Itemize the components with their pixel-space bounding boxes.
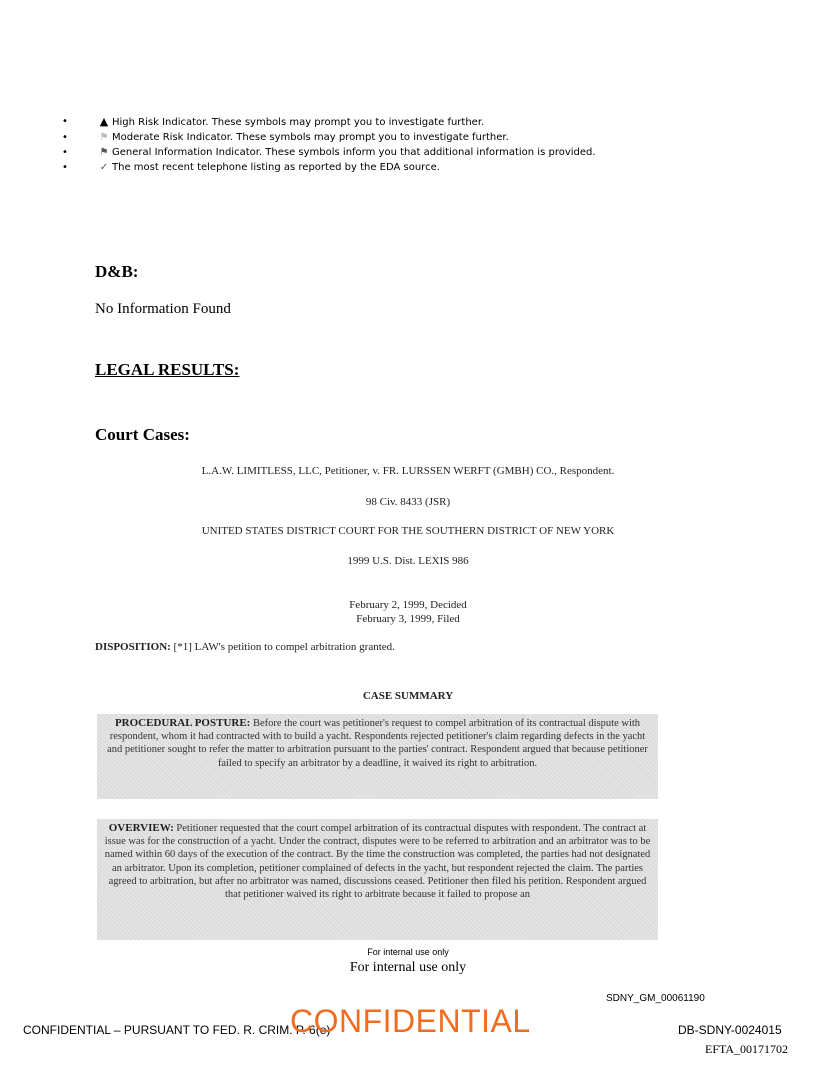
bullet: •: [62, 147, 68, 158]
light-flag-icon: ⚑: [99, 132, 109, 143]
case-dates: [100, 598, 716, 626]
overview-box: [97, 819, 658, 940]
db-heading: D&B:: [95, 262, 139, 281]
case-number: 98 Civ. 8433 (JSR): [365, 496, 451, 508]
legal-results-heading: LEGAL RESULTS:: [95, 360, 240, 379]
disposition-label: DISPOSITION:: [95, 641, 171, 653]
bates-number: SDNY_GM_00061190: [606, 993, 705, 1004]
legend-text: The most recent telephone listing as reported by the EDA source.: [112, 162, 440, 173]
flag-icon: ⚑: [99, 147, 109, 158]
confidential-notice: CONFIDENTIAL – PURSUANT TO FED. R. CRIM. P. 6(e): [23, 1023, 331, 1037]
procedural-posture-label: PROCEDURAL POSTURE:: [114, 717, 251, 729]
legend-text: High Risk Indicator. These symbols may prompt you to investigate further.: [112, 117, 485, 128]
legend-item-general-info: [62, 145, 782, 160]
legend-text: Moderate Risk Indicator. These symbols may prompt you to investigate further.: [112, 132, 509, 143]
decided-date: February 2, 1999, Decided: [349, 599, 467, 611]
disposition-text: [*1] LAW's petition to compel arbitration granted.: [173, 641, 395, 653]
internal-use-large: For internal use only: [349, 960, 467, 975]
db-result-text: No Information Found: [95, 301, 231, 317]
overview-label: OVERVIEW:: [108, 822, 174, 834]
court-cases-heading: Court Cases:: [95, 425, 190, 444]
confidential-stamp: CONFIDENTIAL: [290, 1003, 531, 1039]
risk-indicator-legend: [62, 114, 782, 175]
legend-text: General Information Indicator. These symbols inform you that additional information is provided.: [112, 147, 596, 158]
legend-item-telephone: [62, 160, 782, 175]
legend-item-moderate-risk: [62, 130, 782, 145]
procedural-posture-box: [97, 714, 658, 799]
bullet: •: [62, 132, 68, 143]
case-title: L.A.W. LIMITLESS, LLC, Petitioner, v. FR. LURSSEN WERFT (GMBH) CO., Respondent.: [201, 465, 615, 477]
case-citation: 1999 U.S. Dist. LEXIS 986: [347, 555, 469, 567]
disposition: [95, 641, 395, 653]
warning-triangle-icon: ▲: [99, 115, 109, 128]
filed-date: February 3, 1999, Filed: [356, 613, 460, 625]
overview-text: Petitioner requested that the court compel arbitration of its contractual disputes with respondent. The contract at issue was for the construction of a yacht. Under the contract, disputes were to be referred to arbitration and an arbitrator was to be named within 60 days of the execution of the contract. By the time the construction was completed, the parties had not designated an arbitrator. Upon its completion, petitioner complained of defects in the yacht, but respondent rejected the claim. The parties agreed to arbitration, but after no arbitrator was named, discussions ceased. Petitioner then filed his petition. Respondent argued that petitioner waived its right to arbitrate because it failed to propose an: [104, 823, 651, 901]
bullet: •: [62, 162, 68, 173]
bullet: •: [62, 116, 68, 127]
internal-use-small: For internal use only: [367, 947, 449, 957]
procedural-posture-text: Before the court was petitioner's request to compel arbitration of its contractual dispute with respondent, whom it had contracted with to build a yacht. Respondents rejected petitioner's claim regarding defects in the yacht and petitioner sought to refer the matter to arbitration pursuant to the parties' contract. Respondent argued that because petitioner failed to specify an arbitrator by a deadline, it waived its right to arbitration.: [107, 718, 648, 769]
legend-item-high-risk: [62, 114, 782, 130]
case-summary-title: CASE SUMMARY: [362, 690, 454, 702]
efta-number: EFTA_00171702: [705, 1042, 789, 1056]
db-document-number: DB-SDNY-0024015: [678, 1023, 782, 1037]
court-name: UNITED STATES DISTRICT COURT FOR THE SOUTHERN DISTRICT OF NEW YORK: [201, 525, 615, 537]
checkmark-icon: ✓: [99, 162, 109, 173]
